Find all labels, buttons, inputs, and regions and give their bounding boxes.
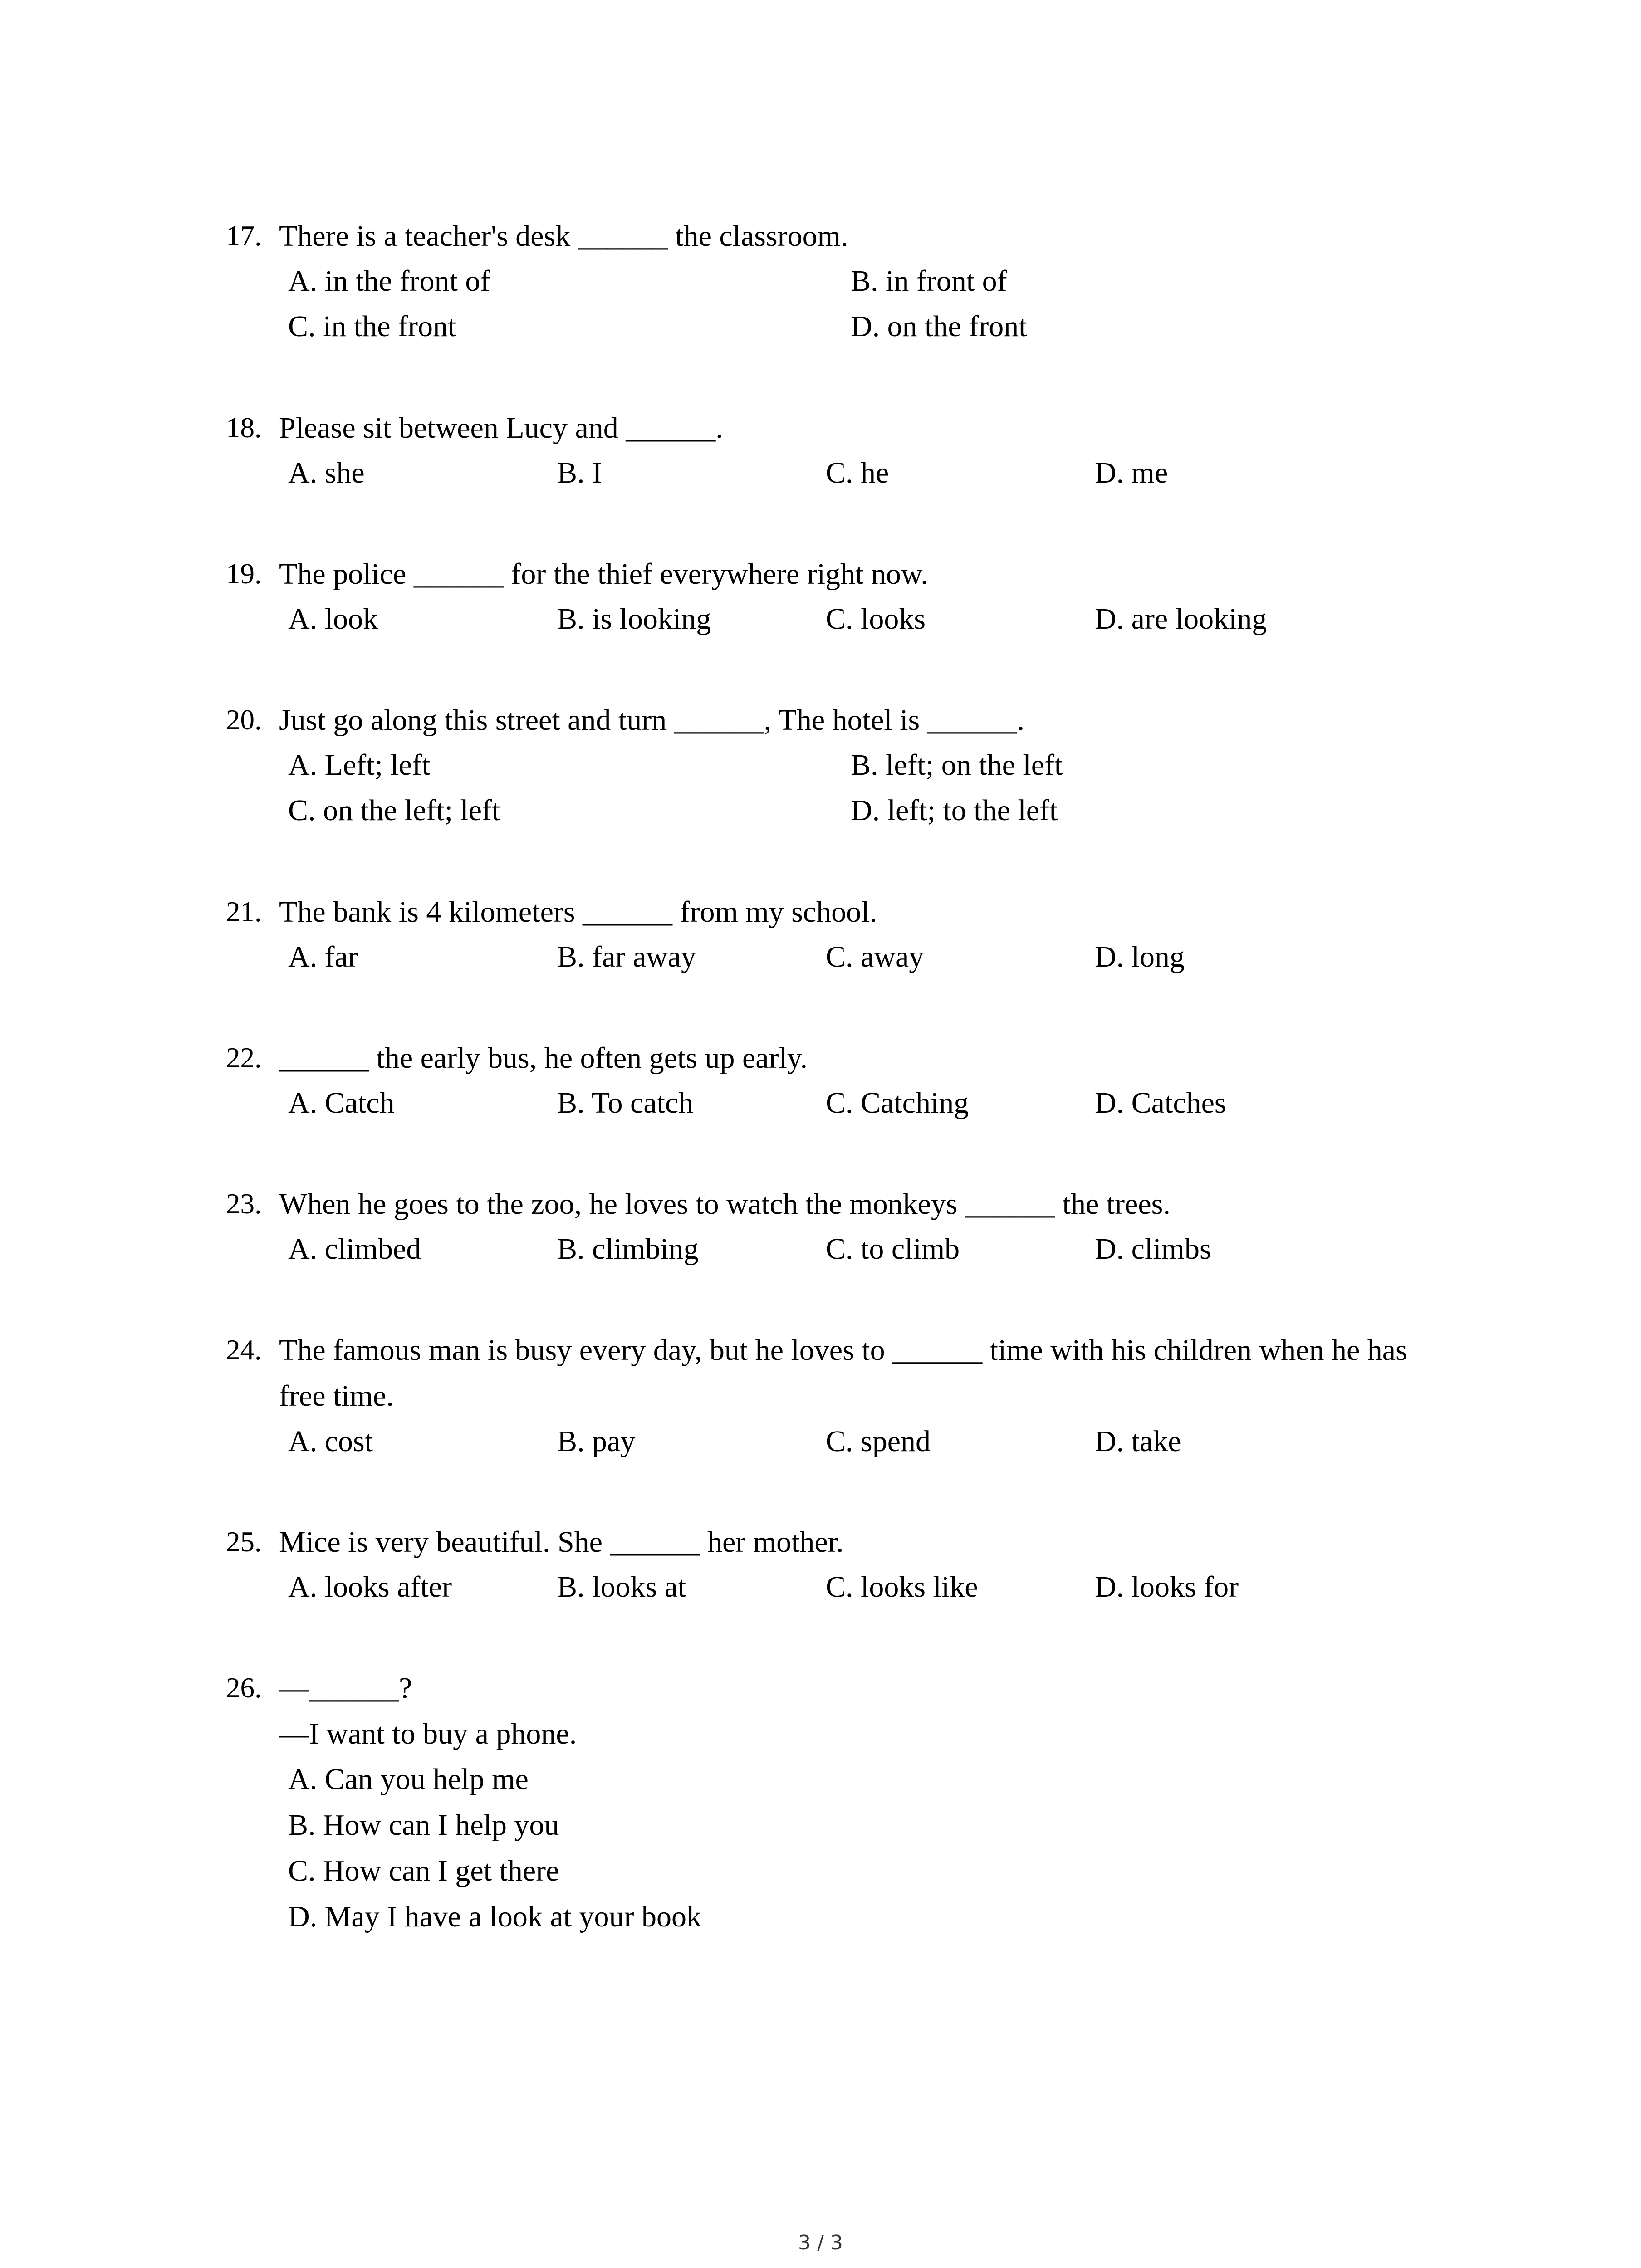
question-text-line2: free time.: [279, 1379, 394, 1413]
option-d: D. long: [1095, 940, 1185, 973]
option-a: A. looks after: [288, 1570, 452, 1603]
question-number: 25.: [226, 1526, 262, 1558]
option-c: C. he: [826, 456, 889, 489]
question-text: The bank is 4 kilometers ______ from my school.: [279, 895, 877, 929]
option-c: C. How can I get there: [288, 1854, 559, 1887]
option-c: C. away: [826, 940, 924, 973]
question-number: 17.: [226, 220, 262, 252]
question-text: Just go along this street and turn ______, The hotel is ______.: [279, 704, 1025, 737]
question-number: 24.: [226, 1334, 262, 1366]
option-a: A. Can you help me: [288, 1763, 529, 1796]
question-text: The famous man is busy every day, but he loves to ______ time with his children when he has: [279, 1334, 1407, 1367]
option-c: C. Catching: [826, 1086, 969, 1119]
question-text: When he goes to the zoo, he loves to watch the monkeys ______ the trees.: [279, 1188, 1171, 1221]
question-text: Mice is very beautiful. She ______ her mother.: [279, 1525, 844, 1559]
option-d: D. take: [1095, 1425, 1181, 1458]
option-a: A. she: [288, 456, 365, 489]
option-d: D. Catches: [1095, 1086, 1226, 1119]
option-a: A. Left; left: [288, 748, 431, 782]
question-number: 20.: [226, 704, 262, 736]
option-d: D. left; to the left: [851, 794, 1058, 827]
option-c: C. to climb: [826, 1232, 960, 1266]
option-c: C. on the left; left: [288, 794, 500, 827]
question-text: ______ the early bus, he often gets up early.: [279, 1041, 808, 1075]
question-number: 19.: [226, 558, 262, 590]
option-a: A. in the front of: [288, 264, 490, 298]
option-b: B. To catch: [557, 1086, 694, 1119]
option-b: B. pay: [557, 1425, 636, 1458]
question-number: 21.: [226, 896, 262, 928]
option-a: A. cost: [288, 1425, 373, 1458]
question-text: —______?: [279, 1672, 412, 1705]
page-indicator: 3 / 3: [798, 2231, 843, 2254]
option-d: D. looks for: [1095, 1570, 1239, 1603]
option-b: B. How can I help you: [288, 1809, 559, 1842]
option-d: D. on the front: [851, 310, 1027, 343]
option-b: B. climbing: [557, 1232, 699, 1266]
option-a: A. look: [288, 602, 378, 635]
option-b: B. is looking: [557, 602, 711, 635]
option-d: D. me: [1095, 456, 1168, 489]
option-d: D. climbs: [1095, 1232, 1211, 1266]
question-number: 26.: [226, 1672, 262, 1704]
question-text: The police ______ for the thief everywhere right now.: [279, 557, 928, 591]
question-number: 22.: [226, 1042, 262, 1074]
option-b: B. in front of: [851, 264, 1007, 298]
option-b: B. looks at: [557, 1570, 686, 1603]
question-text-line2: —I want to buy a phone.: [279, 1717, 577, 1750]
question-number: 23.: [226, 1188, 262, 1220]
question-text: Please sit between Lucy and ______.: [279, 411, 723, 445]
option-a: A. Catch: [288, 1086, 395, 1119]
option-c: C. in the front: [288, 310, 456, 343]
option-c: C. looks: [826, 602, 926, 635]
option-b: B. I: [557, 456, 602, 489]
option-a: A. climbed: [288, 1232, 421, 1266]
option-c: C. spend: [826, 1425, 931, 1458]
option-c: C. looks like: [826, 1570, 978, 1603]
option-a: A. far: [288, 940, 358, 973]
question-text: There is a teacher's desk ______ the classroom.: [279, 220, 848, 253]
option-d: D. are looking: [1095, 602, 1267, 635]
option-d: D. May I have a look at your book: [288, 1900, 701, 1933]
option-b: B. left; on the left: [851, 748, 1063, 782]
option-b: B. far away: [557, 940, 696, 973]
question-number: 18.: [226, 412, 262, 444]
